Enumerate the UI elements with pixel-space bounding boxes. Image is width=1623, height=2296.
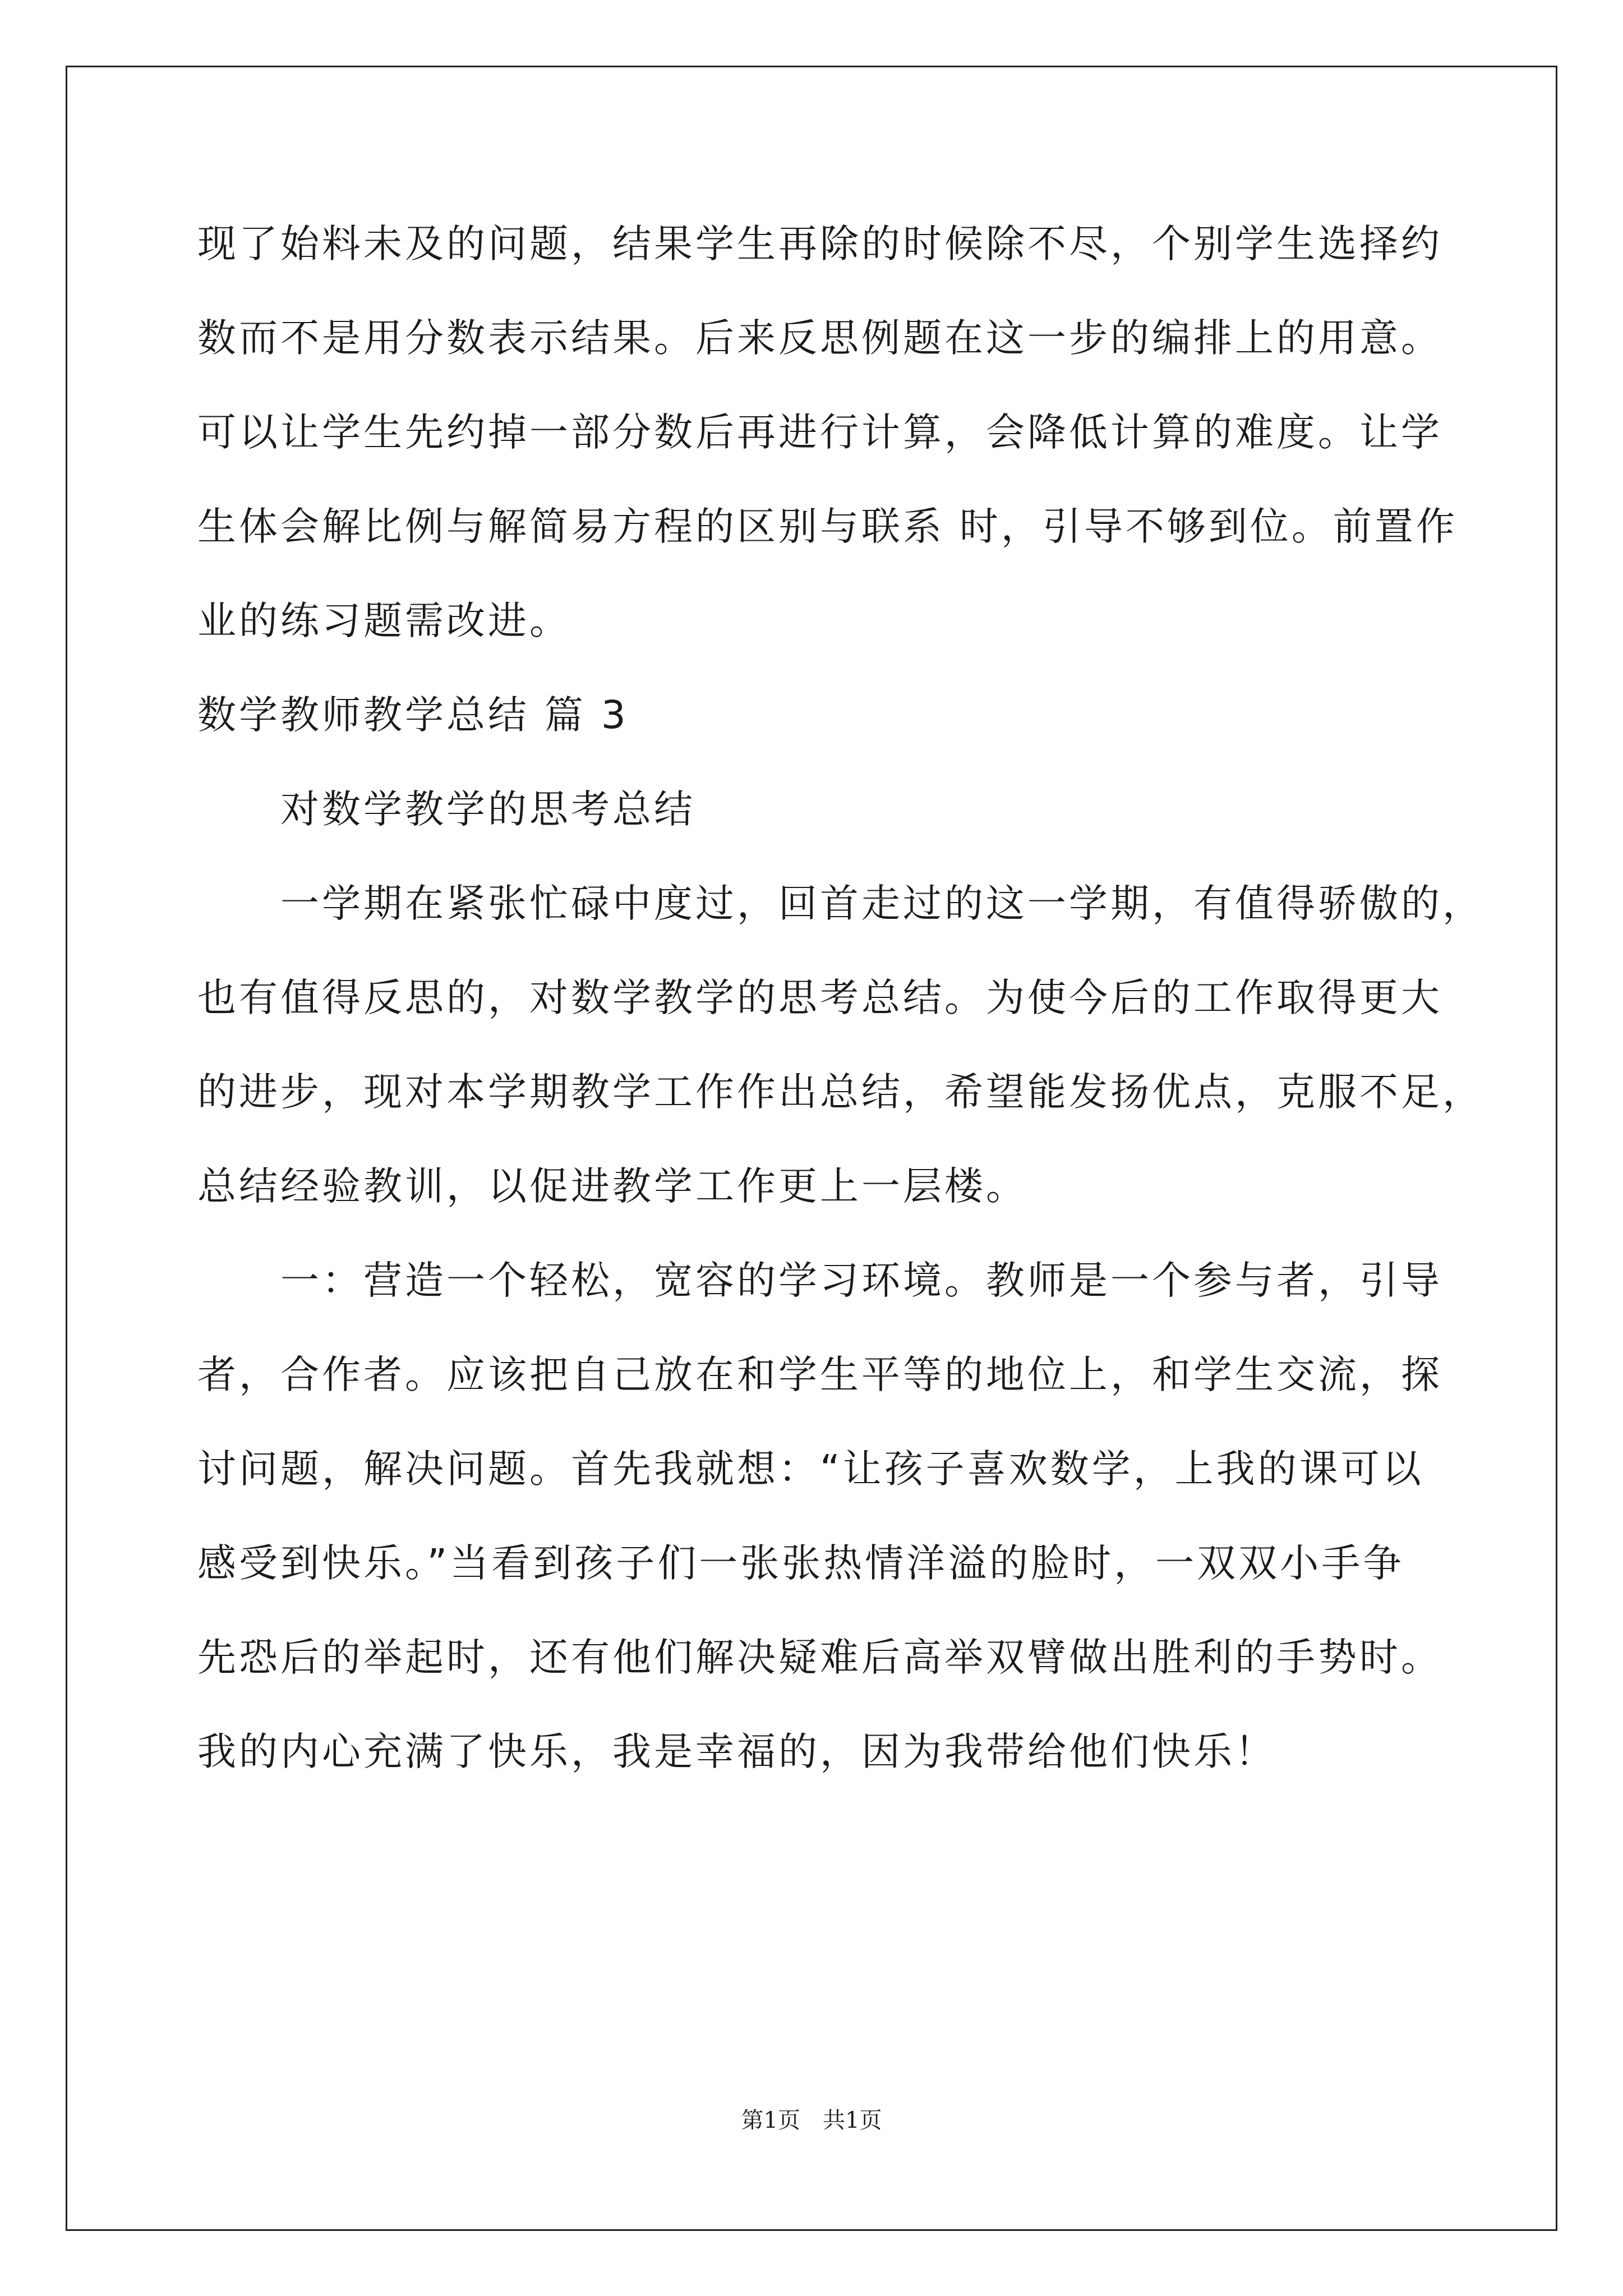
body-line: 感受到快乐。”当看到孩子们一张张热情洋溢的脸时，一双双小手争: [197, 1541, 1405, 1586]
body-line: 者，合作者。应该把自己放在和学生平等的地位上，和学生交流，探: [197, 1352, 1442, 1397]
body-line: 讨问题，解决问题。首先我就想：“让孩子喜欢数学，上我的课可以: [197, 1447, 1424, 1492]
body-line: 一学期在紧张忙碌中度过，回首走过的这一学期，有值得骄傲的，: [280, 881, 1484, 926]
body-line: 现了始料未及的问题，结果学生再除的时候除不尽，个别学生选择约: [197, 222, 1442, 266]
body-line: 业的练习题需改进。: [197, 599, 571, 643]
body-line: 的进步，现对本学期教学工作作出总结，希望能发扬优点，克服不足，: [197, 1070, 1484, 1115]
body-line: 生体会解比例与解简易方程的区别与联系 时，引导不够到位。前置作: [197, 504, 1458, 549]
page-border: [66, 66, 1557, 2231]
page-number-total: 共1页: [823, 2108, 882, 2133]
page-footer: [0, 2106, 1623, 2134]
body-line: 可以让学生先约掉一部分数后再进行计算，会降低计算的难度。让学: [197, 410, 1442, 455]
body-line: 总结经验教训，以促进教学工作更上一层楼。: [197, 1164, 1027, 1209]
section-heading: 数学教师教学总结 篇 3: [197, 693, 629, 738]
body-line: 我的内心充满了快乐，我是幸福的，因为我带给他们快乐！: [197, 1729, 1276, 1774]
section-subtitle: 对数学教学的思考总结: [280, 787, 695, 832]
body-line: 数而不是用分数表示结果。后来反思例题在这一步的编排上的用意。: [197, 316, 1442, 361]
body-line: 也有值得反思的，对数学教学的思考总结。为使今后的工作取得更大: [197, 976, 1442, 1020]
body-line: 先恐后的举起时，还有他们解决疑难后高举双臂做出胜利的手势时。: [197, 1635, 1442, 1680]
body-line: 一：营造一个轻松，宽容的学习环境。教师是一个参与者，引导: [280, 1258, 1442, 1303]
page-number-current: 第1页: [741, 2108, 800, 2133]
